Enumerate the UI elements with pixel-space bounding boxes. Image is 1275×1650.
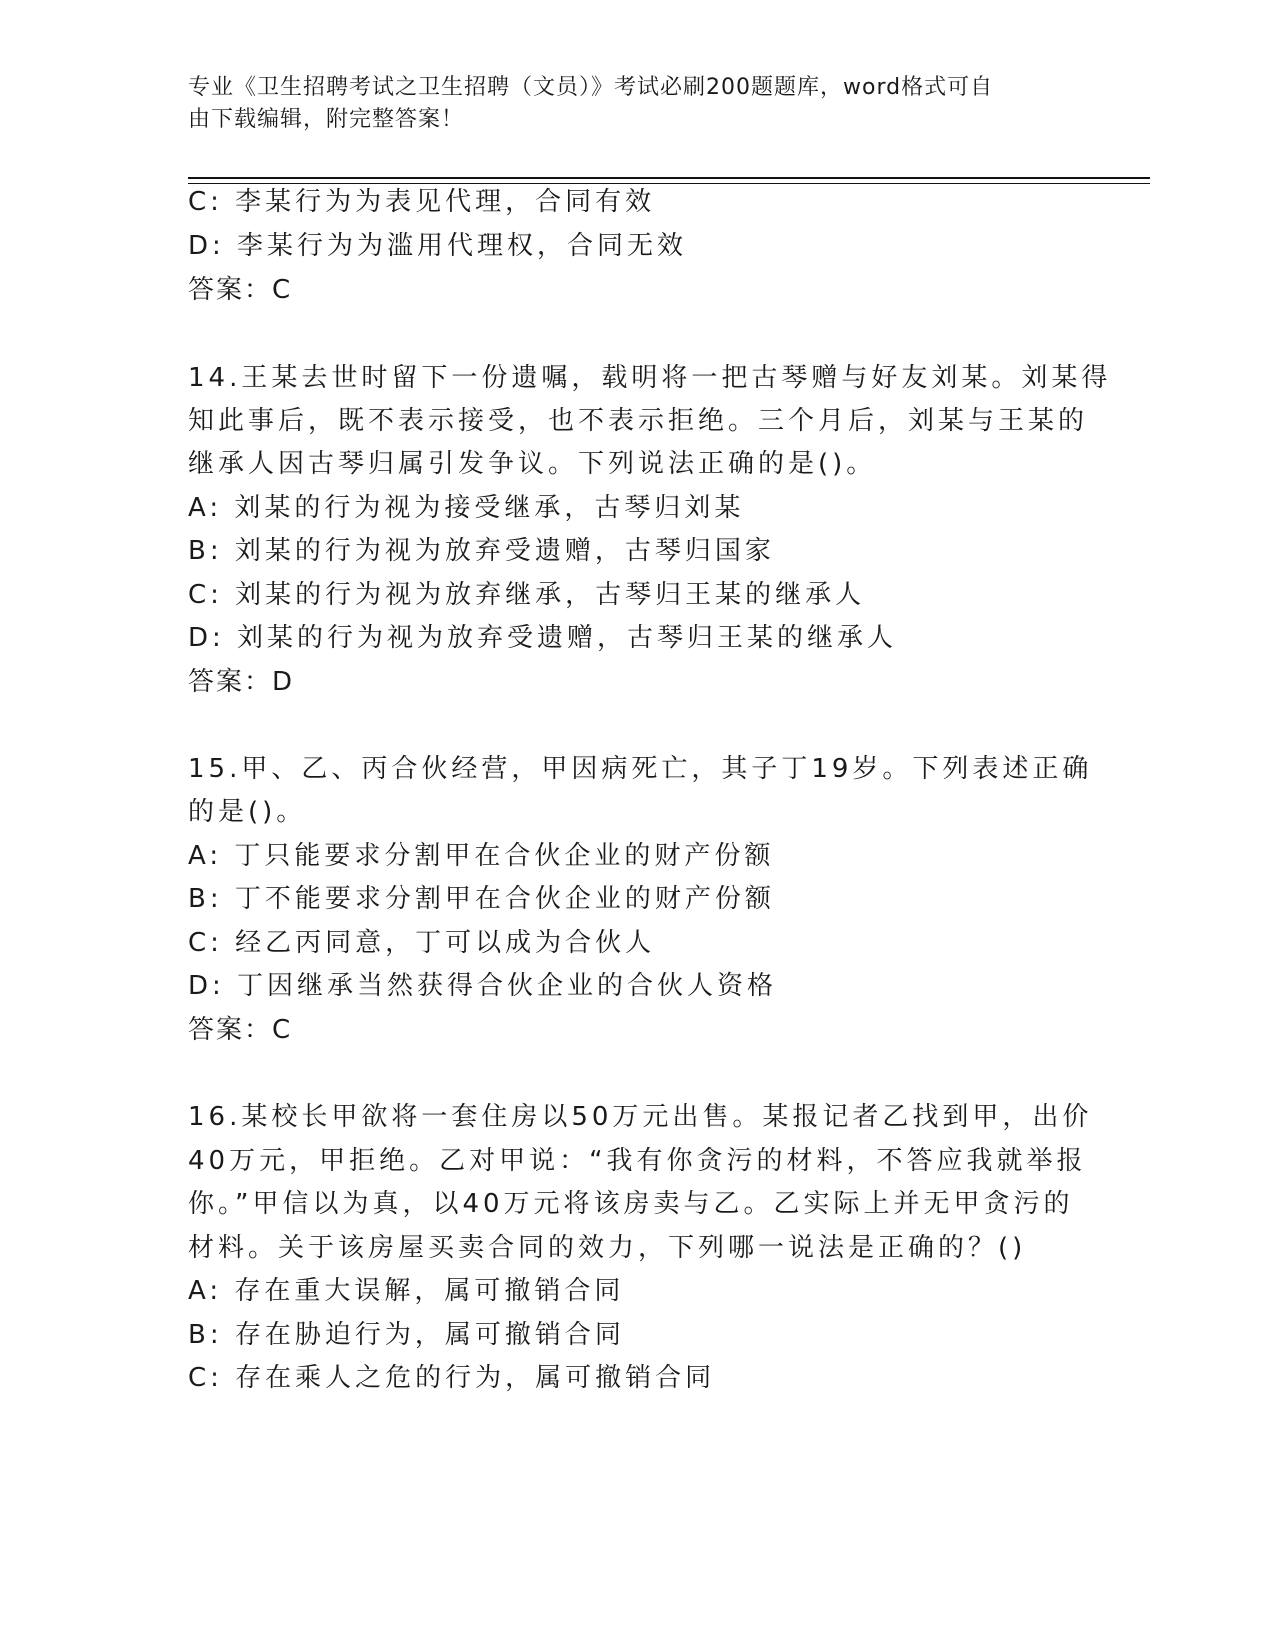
q16-stem-line-1: 16.某校长甲欲将一套住房以50万元出售。某报记者乙找到甲，出价 — [188, 1102, 1093, 1132]
q16-option-a: A: 存在重大误解，属可撤销合同 — [188, 1276, 625, 1306]
q14-stem-line-2: 知此事后，既不表示接受，也不表示拒绝。三个月后，刘某与王某的 — [188, 406, 1089, 436]
q14-stem-line-3: 继承人因古琴归属引发争议。下列说法正确的是()。 — [188, 449, 877, 479]
q16-stem-line-4: 材料。关于该房屋买卖合同的效力，下列哪一说法是正确的？() — [188, 1233, 1027, 1263]
header-rule-thin — [188, 183, 1150, 184]
header-rule-thick — [188, 177, 1150, 179]
q14-option-b: B: 刘某的行为视为放弃受遗赠，古琴归国家 — [188, 536, 775, 566]
q16-option-b: B: 存在胁迫行为，属可撤销合同 — [188, 1320, 625, 1350]
q15-option-d: D: 丁因继承当然获得合伙企业的合伙人资格 — [188, 971, 778, 1001]
document-header — [188, 72, 1088, 136]
q15-stem-line-2: 的是()。 — [188, 797, 307, 827]
q14-answer: 答案：D — [188, 667, 295, 697]
q16-option-c: C: 存在乘人之危的行为，属可撤销合同 — [188, 1363, 716, 1393]
q14-option-c: C: 刘某的行为视为放弃继承，古琴归王某的继承人 — [188, 580, 866, 610]
header-line-2: 由下载编辑，附完整答案！ — [188, 107, 465, 132]
q15-answer: 答案：C — [188, 1015, 293, 1045]
q16-stem-line-2: 40万元，甲拒绝。乙对甲说：“我有你贪污的材料，不答应我就举报 — [188, 1146, 1087, 1176]
q16-stem-line-3: 你。”甲信以为真，以40万元将该房卖与乙。乙实际上并无甲贪污的 — [188, 1189, 1074, 1219]
q15-option-c: C: 经乙丙同意，丁可以成为合伙人 — [188, 928, 656, 958]
q15-option-b: B: 丁不能要求分割甲在合伙企业的财产份额 — [188, 884, 775, 914]
q15-option-a: A: 丁只能要求分割甲在合伙企业的财产份额 — [188, 841, 775, 871]
q13-option-c: C: 李某行为为表见代理，合同有效 — [188, 187, 656, 217]
q14-option-a: A: 刘某的行为视为接受继承，古琴归刘某 — [188, 493, 745, 523]
q14-option-d: D: 刘某的行为视为放弃受遗赠，古琴归王某的继承人 — [188, 623, 898, 653]
q15-stem-line-1: 15.甲、乙、丙合伙经营，甲因病死亡，其子丁19岁。下列表述正确 — [188, 754, 1093, 784]
header-line-1: 专业《卫生招聘考试之卫生招聘（文员）》考试必刷200题题库，word格式可自 — [188, 75, 994, 100]
q14-stem-line-1: 14.王某去世时留下一份遗嘱，载明将一把古琴赠与好友刘某。刘某得 — [188, 363, 1112, 393]
q13-option-d: D: 李某行为为滥用代理权，合同无效 — [188, 231, 688, 261]
q13-answer: 答案：C — [188, 275, 293, 305]
